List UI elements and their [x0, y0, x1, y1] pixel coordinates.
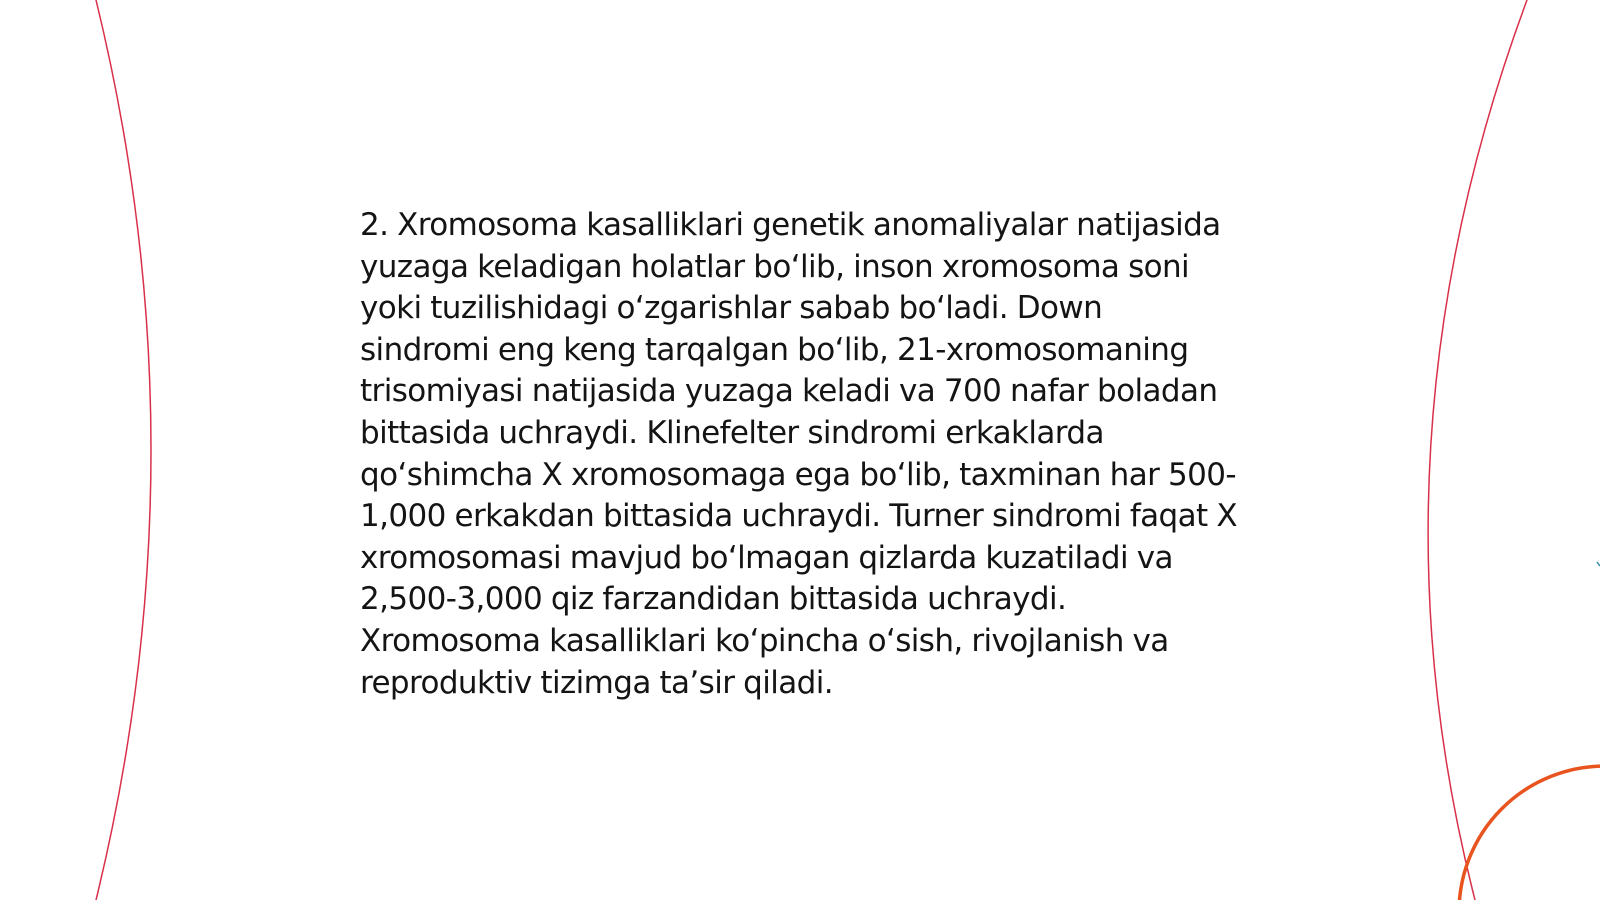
slide-body-text: 2. Xromosoma kasalliklari genetik anomaliyalar natijasida yuzaga keladigan holatlar bo‘lib, inson xromosoma soni yoki tuzilishidagi o‘zgarishlar sabab bo‘ladi. Down sindromi eng keng tarqalgan bo‘lib, 21-xromosomaning trisomiyasi natijasida yuzaga keladi va 700 nafar boladan bittasida uchraydi. Klinefelter sindromi erkaklarda qo‘shimcha X xromosomaga ega bo‘lib, taxminan har 500-1,000 erkakdan bittasida uchraydi. Turner sindromi faqat X xromosomasi mavjud bo‘lmagan qizlarda kuzatiladi va 2,500-3,000 qiz farzandidan bittasida uchraydi. Xromosoma kasalliklari ko‘pincha o‘sish, rivojlanish va reproduktiv tizimga ta’sir qiladi. [360, 207, 1237, 701]
right-curve-line [1428, 0, 1527, 900]
corner-accent-circle [1459, 766, 1600, 900]
left-curve-line [96, 0, 151, 900]
